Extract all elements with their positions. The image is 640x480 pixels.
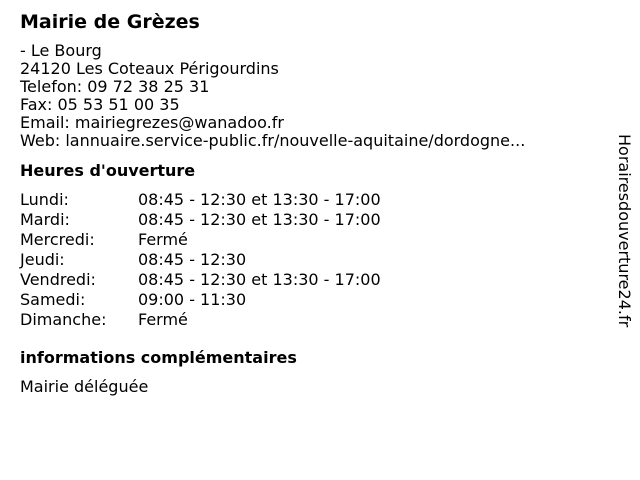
day-times: 08:45 - 12:30 (138, 250, 247, 269)
fax-number: Fax: 05 53 51 00 35 (20, 95, 180, 114)
hours-row-sunday (20, 310, 600, 330)
info-text: Mairie déléguée (20, 377, 149, 396)
day-label: Jeudi: (20, 250, 65, 269)
phone-number[interactable]: Telefon: 09 72 38 25 31 (20, 77, 210, 96)
day-label: Vendredi: (20, 270, 96, 289)
website-link[interactable]: Web: lannuaire.service-public.fr/nouvelle-aquitaine/dordogne... (20, 131, 526, 150)
address-street: - Le Bourg (20, 41, 102, 60)
day-label: Dimanche: (20, 310, 107, 329)
info-heading: informations complémentaires (20, 348, 297, 367)
mairie-info-card (20, 10, 600, 397)
day-times: 08:45 - 12:30 et 13:30 - 17:00 (138, 270, 381, 289)
hours-row-monday (20, 190, 600, 210)
hours-row-friday (20, 270, 600, 290)
hours-row-thursday (20, 250, 600, 270)
day-label: Mardi: (20, 210, 70, 229)
site-brand-vertical[interactable]: Horairesdouverture24.fr (615, 134, 634, 328)
page-title: Mairie de Grèzes (20, 11, 200, 33)
day-times: 09:00 - 11:30 (138, 290, 247, 309)
day-label: Lundi: (20, 190, 69, 209)
day-times: 08:45 - 12:30 et 13:30 - 17:00 (138, 210, 381, 229)
day-label: Samedi: (20, 290, 86, 309)
day-times: 08:45 - 12:30 et 13:30 - 17:00 (138, 190, 381, 209)
email-link[interactable]: Email: mairiegrezes@wanadoo.fr (20, 113, 284, 132)
hours-table (20, 190, 600, 330)
day-times: Fermé (138, 310, 188, 329)
hours-row-tuesday (20, 210, 600, 230)
hours-heading: Heures d'ouverture (20, 161, 196, 180)
hours-row-wednesday (20, 230, 600, 250)
day-label: Mercredi: (20, 230, 95, 249)
day-times: Fermé (138, 230, 188, 249)
address-block (20, 42, 600, 150)
hours-row-saturday (20, 290, 600, 310)
address-city: 24120 Les Coteaux Périgourdins (20, 59, 279, 78)
